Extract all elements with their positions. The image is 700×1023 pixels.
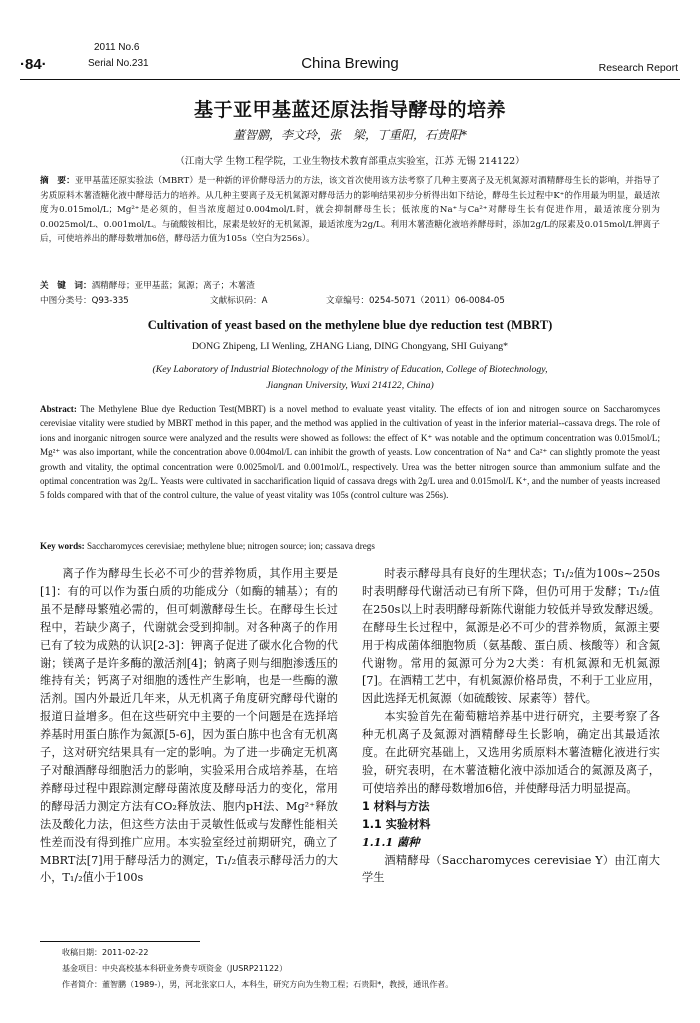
clc-number: 中图分类号：Q93-335 [40,296,129,306]
affiliation-english-line-2: Jiangnan University, Wuxi 214122, China) [266,380,434,391]
affiliation-english [0,362,700,394]
keywords-chinese [40,279,660,291]
article-number: 文章编号：0254-5071（2011）06-0084-05 [326,296,505,306]
keywords-english-text: Saccharomyces cerevisiae; methylene blue; nitrogen source; ion; cassava dregs [87,541,375,551]
abstract-chinese-text: 亚甲基蓝还原实验法（MBRT）是一种新的评价酵母活力的方法，该文首次使用该方法考察了几种主要离子及无机氮源对酒精酵母生长的影响，并指导了劣质原料木薯渣糖化液中酵母活力的培养。从几种主要离子及无机氮源对酵母活力的影响结果初步分析得出如下结论，酵母生长过程中K⁺的作用最为明显，最适浓度为0.015mol/L；Mg²⁺是必须的，但当浓度超过0.004mol/L时，就会抑制酵母生长；低浓度的Na⁺与Ca²⁺对酵母生长有促进作用，最适浓度分别为0.0025mol/L、0.001mol/L。与硫酸铵相比，尿素是较好的无机氮源，最适浓度为2g/L。利用木薯渣糖化液培养酵母时，添加2g/L的尿素及0.015mol/L钾离子后，可使培养出的酵母数增加6倍，酵母活力值为105s（空白为256s）。 [40,176,660,244]
section-heading-1-1: 1.1 实验材料 [362,817,431,831]
abstract-english-label: Abstract: [40,404,77,414]
header-serial: Serial No.231 [88,58,149,69]
abstract-chinese-label: 摘 要： [40,176,75,186]
header-rule [20,79,680,80]
body-paragraph-nitrogen: 时表示酵母具有良好的生理状态；T₁/₂值为100s~250s时表明酵母代谢活动已有所下降，但仍可用于发酵；T₁/₂值在250s以上时表明酵母新陈代谢能力较低并导致发酵迟缓。在酵母生长过程中，氮源是必不可少的营养物质，氮源主要用于构成菌体细胞物质（氨基酸、蛋白质、核酸等）和含氮代谢物。常用的氮源可分为2大类：有机氮源和无机氮源[7]。在酒精工艺中，有机氮源价格昂贵，不利于工业应用，因此选择无机氮源（如硫酸铵、尿素等）替代。 [362,567,660,706]
header-volume: 2011 No.6 [94,42,140,53]
header-page-number: ·84· [20,56,47,73]
body-paragraph-strain: 酒精酵母（Saccharomyces cerevisiae Y）由江南大学生 [362,853,660,885]
document-code: 文献标识码：A [210,296,268,306]
footnote-fund: 基金项目：中央高校基本科研业务费专项资金（JUSRP21122） [62,964,288,973]
authors-english: DONG Zhipeng, LI Wenling, ZHANG Liang, DING Chongyang, SHI Guiyang* [191,341,509,352]
section-heading-1: 1 材料与方法 [362,799,430,813]
abstract-chinese [40,174,660,247]
section-heading-1-1-1: 1.1.1 菌种 [362,834,420,849]
footnote-rule [40,941,200,942]
body-right-column [362,565,660,887]
body-paragraph-approach: 本实验首先在葡萄糖培养基中进行研究，主要考察了各种无机离子及氮源对酒精酵母生长影响，确定出其最适浓度。在此研究基础上，又选用劣质原料木薯渣糖化液进行实验，研究表明，在木薯渣糖化液中添加适合的氮源及离子，可使培养出的酵母数增加6倍，并使酵母活力明显提高。 [362,710,660,795]
keywords-chinese-text: 酒精酵母；亚甲基蓝；氮源；离子；木薯渣 [91,281,255,291]
keywords-english-label: Key words: [40,541,85,551]
abstract-english [40,402,660,503]
header-journal-name: China Brewing [301,55,399,72]
body-left-column [40,565,338,887]
authors-chinese: 董智鹏，李文玲，张 梁，丁重阳，石贵阳* [232,128,467,142]
affiliation-chinese: （江南大学 生物工程学院，工业生物技术教育部重点实验室，江苏 无锡 214122） [175,156,525,167]
header-section: Research Report [598,62,678,74]
body-paragraph-intro: 离子作为酵母生长必不可少的营养物质，其作用主要是[1]：有的可以作为蛋白质的功能成分（如酶的辅基）；有的虽不是酵母繁殖必需的，但可刺激酵母生长。在酵母生长过程中，若缺少离子，代谢就会受到抑制。对各种离子的作用已有了较为成熟的认识[2-3]：钾离子促进了碳水化合物的代谢；镁离子是许多酶的激活剂[4]；钠离子则与细胞渗透压的维持有关；钙离子对细胞的透性产生影响，也是一些酶的激活剂。国内外最近几年来，从无机离子角度研究酵母代谢的报道日益增多。但在这些研究中主要的一个问题是在选择培养基时用蛋白胨作为氮源[5-6]，因为蛋白胨中也含有无机离子，这对研究结果具有一定的影响。为了进一步确定无机离子对酿酒酵母细胞活力的影响，实验采用合成培养基，在培养酵母过程中跟踪测定酵母菌浓度及酵母活力的变化，常用的酵母活力测定方法有CO₂释放法、胞内pH法、Mg²⁺释放法及酸化力法，但这些方法由于灵敏性低或与发酵性能相关性差而没有得到推广应用。本实验室经过前期研究，确立了MBRT法[7]用于酵母活力的测定，T₁/₂值表示酵母活力的大小，T₁/₂值小于100s [40,567,338,885]
abstract-english-text: The Methylene Blue dye Reduction Test(MBRT) is a novel method to evaluate yeast vitality. The effects of ion and nitrogen source on Saccharomyces cerevisiae vitality were studied by MBRT method in this paper, and the method was applied in the cultivation of yeast in the inferior material--cassava dregs. The role of ions and inorganic nitrogen source were analyzed and the results were showed as follows: the effect of K⁺ was notable and the optimum concentration was 0.015mol/L; Mg²⁺ was also important, while the concentration above 0.004mol/L can inhibit the growth of yeasts. Low concentration of Na⁺ and Ca²⁺ can slightly promote the yeast growth and vitality, the optimal concentration were 0.0025mol/L and 0.001mol/L, respectively. Urea was the better nitrogen source than ammonium sulfate and the optimal concentration was 2g/L. Yeasts were cultivated in saccharification liquid of cassava dregs with 2g/L urea and 0.015mol/L K⁺, and the number of yeasts increased 5 folds compared with that of the control culture, the value of yeast vitality was 105s (control culture was 256s). [40,404,660,501]
footnote-author-bio: 作者简介：董智鹏（1989-），男，河北张家口人，本科生，研究方向为生物工程；石贵阳*，教授，通讯作者。 [62,980,454,989]
keywords-english [40,541,660,551]
keywords-chinese-label: 关 键 词： [40,281,92,291]
footnote-received: 收稿日期：2011-02-22 [62,948,149,957]
title-english: Cultivation of yeast based on the methylene blue dye reduction test (MBRT) [147,318,553,332]
title-chinese: 基于亚甲基蓝还原法指导酵母的培养 [193,99,506,121]
affiliation-english-line-1: (Key Laboratory of Industrial Biotechnology of the Ministry of Education, College of Biotechnology, [152,364,548,375]
